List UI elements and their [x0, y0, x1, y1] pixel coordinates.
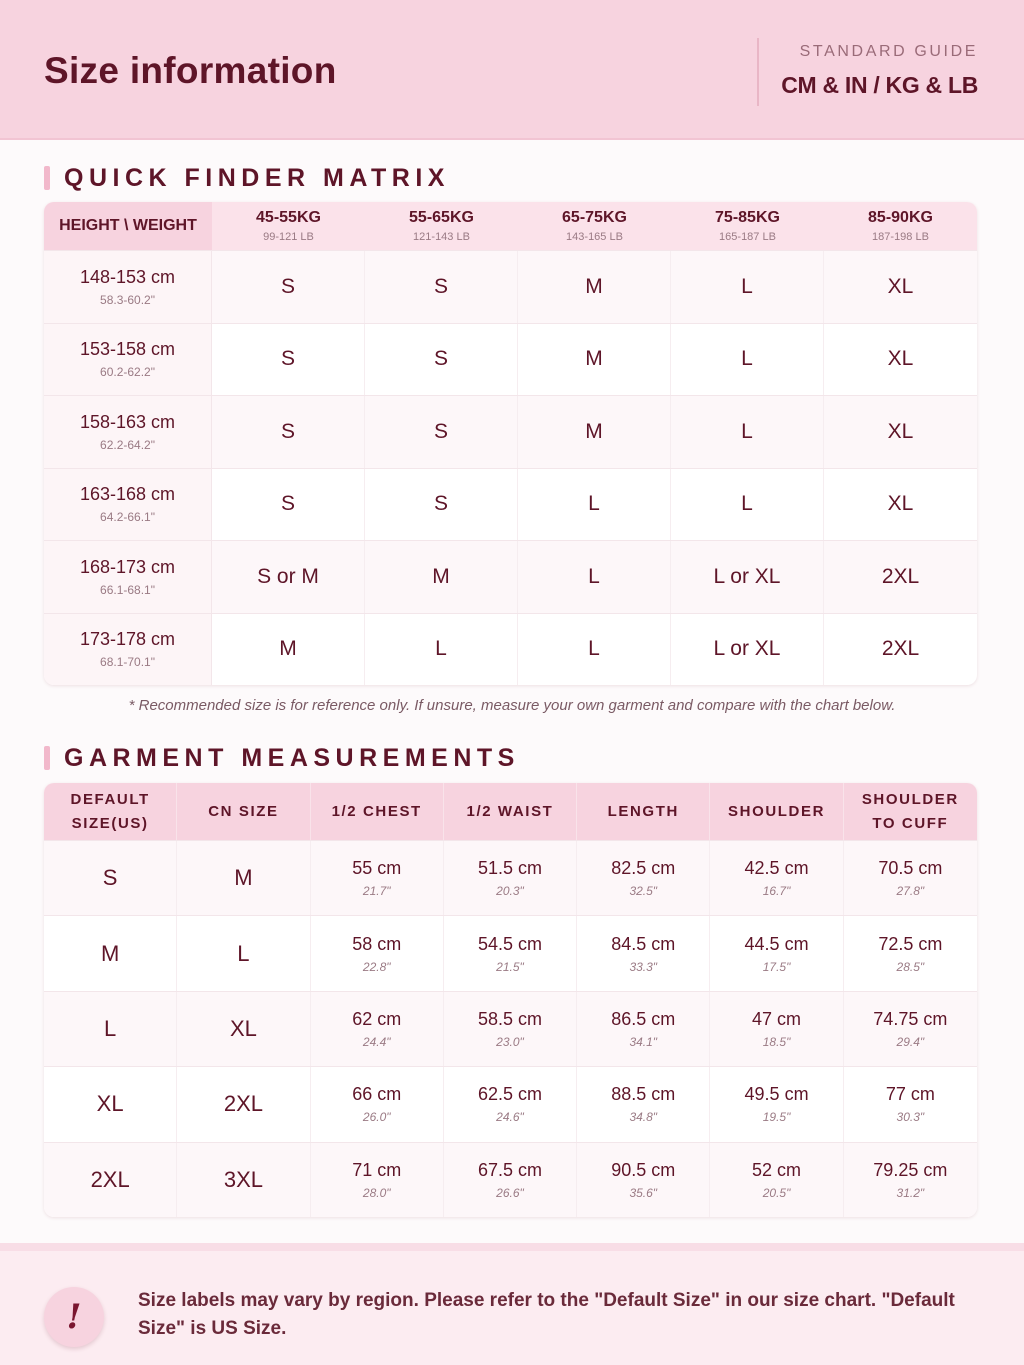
- exclamation-icon: !: [44, 1287, 104, 1347]
- measurement-cm: 49.5 cm: [744, 1084, 809, 1105]
- column-header: LENGTH: [577, 783, 710, 840]
- weight-column-header: [212, 202, 365, 250]
- measurement-cell: [577, 992, 710, 1066]
- measurement-in: 24.4": [362, 1034, 391, 1049]
- height-label: [44, 614, 212, 686]
- measurement-cm: 88.5 cm: [611, 1084, 676, 1105]
- measurement-in: 35.6": [629, 1185, 658, 1200]
- matrix-corner-label: HEIGHT \ WEIGHT: [44, 202, 212, 250]
- measurement-cm: 82.5 cm: [611, 858, 676, 879]
- weight-column-header: [518, 202, 671, 250]
- measurement-cell: [444, 916, 577, 990]
- reference-note: * Recommended size is for reference only. If unsure, measure your own garment and compare with the chart below.: [128, 697, 896, 714]
- size-cell: S: [212, 324, 365, 396]
- measurement-cm: 55 cm: [352, 858, 402, 879]
- measurement-cell: [311, 992, 444, 1066]
- measurement-cell: [577, 916, 710, 990]
- size-cell: M: [518, 251, 671, 323]
- weight-column-header: [671, 202, 824, 250]
- column-header: SHOULDER TO CUFF: [861, 790, 959, 832]
- cn-size-cell: [177, 1067, 310, 1141]
- measurement-in: 16.7": [762, 884, 791, 899]
- matrix-row: [44, 613, 977, 686]
- measurement-in: 28.0": [362, 1185, 391, 1200]
- weight-lb: 99-121 LB: [263, 231, 314, 243]
- size-cell: L or XL: [671, 541, 824, 613]
- garment-row: [44, 840, 977, 915]
- size-cell: XL: [887, 347, 914, 371]
- measurement-in: 28.5": [896, 959, 925, 974]
- size-cell: M: [518, 324, 671, 396]
- measurement-cm: 72.5 cm: [878, 933, 943, 954]
- cn-size: XL: [229, 1015, 257, 1041]
- header: [0, 0, 1024, 140]
- measurement-cm: 44.5 cm: [744, 933, 809, 954]
- garment-row: [44, 991, 977, 1066]
- garment-measurements-table: [44, 783, 977, 1217]
- measurement-in: 20.3": [496, 884, 524, 899]
- size-cell: L: [518, 614, 671, 686]
- height-cm: 153-158 cm: [79, 339, 176, 360]
- height-cm: 168-173 cm: [79, 556, 176, 577]
- measurement-cm: 74.75 cm: [873, 1008, 948, 1029]
- footer-notice: [0, 1243, 1024, 1365]
- matrix-body: [44, 250, 977, 685]
- measurement-in: 27.8": [896, 884, 925, 899]
- us-size: S: [102, 865, 118, 891]
- garment-row: [44, 1142, 977, 1217]
- height-in: 62.2-64.2": [100, 437, 155, 452]
- size-cell: S: [212, 396, 365, 468]
- garment-header-row: [44, 783, 977, 840]
- measurement-cm: 84.5 cm: [611, 933, 676, 954]
- section-accent-bar: [44, 166, 50, 190]
- cn-size-cell: [177, 916, 310, 990]
- size-cell: L: [671, 396, 824, 468]
- weight-lb: 187-198 LB: [872, 231, 929, 243]
- measurement-in: 26.6": [496, 1185, 524, 1200]
- cn-size-cell: [177, 841, 310, 915]
- height-cm: 148-153 cm: [79, 266, 176, 287]
- cn-size-cell: [177, 1143, 310, 1217]
- cn-size: L: [237, 940, 250, 966]
- size-cell: L: [671, 251, 824, 323]
- measurement-in: 18.5": [762, 1034, 791, 1049]
- page-title: Size information: [44, 50, 337, 91]
- measurement-cell: [444, 841, 577, 915]
- us-size-cell: [44, 1067, 177, 1141]
- measurement-cell: [444, 1067, 577, 1141]
- measurement-cell: [311, 841, 444, 915]
- measurement-cell: [710, 1143, 843, 1217]
- measurement-cell: [444, 992, 577, 1066]
- height-cm: 173-178 cm: [79, 629, 176, 650]
- measurement-cm: 62 cm: [352, 1008, 402, 1029]
- measurement-in: 22.8": [362, 959, 391, 974]
- weight-lb: 121-143 LB: [413, 231, 470, 243]
- measurement-cell: [844, 841, 977, 915]
- size-cell: 2XL: [881, 637, 920, 661]
- footer-notice-text: Size labels may vary by region. Please refer to the "Default Size" in our size chart. "Default Size" is US Size.: [138, 1290, 955, 1339]
- size-cell: S: [365, 396, 518, 468]
- measurement-cell: [577, 841, 710, 915]
- measurement-in: 33.3": [629, 959, 658, 974]
- height-label: [44, 251, 212, 323]
- weight-lb: 143-165 LB: [566, 231, 623, 243]
- us-size: XL: [96, 1091, 124, 1117]
- size-cell: M: [365, 541, 518, 613]
- measurement-cell: [844, 992, 977, 1066]
- measurement-in: 34.1": [629, 1034, 658, 1049]
- measurement-in: 34.8": [629, 1110, 658, 1125]
- measurement-cell: [710, 992, 843, 1066]
- measurement-cm: 54.5 cm: [477, 933, 542, 954]
- measurement-in: 20.5": [762, 1185, 791, 1200]
- size-cell: S: [365, 469, 518, 541]
- measurement-in: 19.5": [762, 1110, 791, 1125]
- weight-kg: 45-55KG: [256, 209, 321, 226]
- cn-size: 3XL: [223, 1166, 263, 1192]
- measurement-cm: 62.5 cm: [477, 1084, 542, 1105]
- weight-kg: 65-75KG: [562, 209, 627, 226]
- weight-kg: 75-85KG: [715, 209, 780, 226]
- measurement-cell: [444, 1143, 577, 1217]
- weight-lb: 165-187 LB: [719, 231, 776, 243]
- us-size-cell: [44, 916, 177, 990]
- us-size-cell: [44, 841, 177, 915]
- column-header: CN SIZE: [177, 783, 310, 840]
- measurement-in: 29.4": [896, 1034, 925, 1049]
- measurement-in: 21.7": [362, 884, 391, 899]
- size-cell: XL: [887, 419, 914, 443]
- measurement-cm: 71 cm: [352, 1159, 402, 1180]
- measurement-in: 30.3": [896, 1110, 925, 1125]
- measurement-cm: 66 cm: [352, 1084, 402, 1105]
- garment-body: [44, 840, 977, 1217]
- garment-row: [44, 915, 977, 990]
- size-cell: L: [671, 324, 824, 396]
- weight-kg: 85-90KG: [868, 209, 933, 226]
- measurement-cell: [710, 1067, 843, 1141]
- size-cell: XL: [887, 492, 914, 516]
- measurement-in: 24.6": [496, 1110, 524, 1125]
- size-cell: S: [365, 324, 518, 396]
- size-cell: L or XL: [671, 614, 824, 686]
- height-label: [44, 396, 212, 468]
- matrix-row: [44, 540, 977, 613]
- cn-size: 2XL: [223, 1091, 263, 1117]
- measurement-in: 21.5": [496, 959, 524, 974]
- us-size: 2XL: [90, 1166, 130, 1192]
- size-cell: M: [212, 614, 365, 686]
- size-cell: S or M: [212, 541, 365, 613]
- section-accent-bar: [44, 746, 50, 770]
- measurement-cell: [844, 916, 977, 990]
- weight-kg: 55-65KG: [409, 209, 474, 226]
- measurement-cm: 42.5 cm: [744, 858, 809, 879]
- column-header: 1/2 CHEST: [311, 783, 444, 840]
- size-cell: 2XL: [881, 564, 920, 588]
- measurement-in: 31.2": [896, 1185, 925, 1200]
- matrix-header-row: [44, 202, 977, 250]
- measurement-in: 26.0": [362, 1110, 391, 1125]
- matrix-row: [44, 323, 977, 396]
- quick-finder-matrix: [44, 202, 977, 685]
- measurement-cm: 67.5 cm: [477, 1159, 542, 1180]
- measurement-in: 32.5": [629, 884, 658, 899]
- measurement-cm: 70.5 cm: [878, 858, 943, 879]
- size-cell: L: [518, 541, 671, 613]
- measurement-cell: [311, 916, 444, 990]
- size-cell: M: [518, 396, 671, 468]
- us-size-cell: [44, 992, 177, 1066]
- size-cell: L: [518, 469, 671, 541]
- height-label: [44, 324, 212, 396]
- measurement-in: 17.5": [762, 959, 791, 974]
- column-header: DEFAULT SIZE(US): [44, 783, 177, 840]
- height-cm: 163-168 cm: [79, 484, 176, 505]
- units-label: CM & IN / KG & LB: [781, 72, 978, 98]
- quick-finder-heading-text: QUICK FINDER MATRIX: [64, 163, 450, 192]
- measurement-cell: [311, 1143, 444, 1217]
- us-size-cell: [44, 1143, 177, 1217]
- column-header: 1/2 WAIST: [444, 783, 577, 840]
- measurement-cm: 58 cm: [352, 933, 402, 954]
- garment-heading-text: GARMENT MEASUREMENTS: [64, 743, 520, 772]
- us-size: M: [100, 940, 120, 966]
- cn-size-cell: [177, 992, 310, 1066]
- size-cell: S: [365, 251, 518, 323]
- measurement-cell: [577, 1143, 710, 1217]
- measurement-cm: 52 cm: [752, 1159, 802, 1180]
- height-cm: 158-163 cm: [79, 411, 176, 432]
- header-divider: [757, 38, 759, 106]
- measurement-cell: [844, 1067, 977, 1141]
- us-size: L: [104, 1015, 117, 1041]
- size-cell: L: [671, 469, 824, 541]
- garment-heading: [44, 745, 520, 771]
- measurement-cm: 90.5 cm: [611, 1159, 676, 1180]
- weight-column-header: [824, 202, 977, 250]
- column-header: SHOULDER: [710, 783, 843, 840]
- measurement-cm: 86.5 cm: [611, 1008, 676, 1029]
- height-in: 66.1-68.1": [100, 582, 155, 597]
- size-cell: L: [365, 614, 518, 686]
- size-cell: S: [212, 251, 365, 323]
- measurement-in: 23.0": [496, 1034, 524, 1049]
- measurement-cm: 58.5 cm: [477, 1008, 542, 1029]
- height-in: 58.3-60.2": [100, 292, 155, 307]
- garment-row: [44, 1066, 977, 1141]
- measurement-cm: 47 cm: [752, 1008, 802, 1029]
- cn-size: M: [234, 865, 253, 891]
- measurement-cm: 77 cm: [885, 1084, 935, 1105]
- measurement-cell: [577, 1067, 710, 1141]
- standard-guide-label: STANDARD GUIDE: [799, 43, 978, 60]
- measurement-cell: [710, 841, 843, 915]
- weight-column-header: [365, 202, 518, 250]
- measurement-cm: 79.25 cm: [873, 1159, 948, 1180]
- height-in: 60.2-62.2": [100, 365, 155, 380]
- matrix-row: [44, 250, 977, 323]
- height-label: [44, 469, 212, 541]
- measurement-cell: [844, 1143, 977, 1217]
- size-cell: XL: [887, 274, 914, 298]
- quick-finder-heading: [44, 165, 450, 191]
- size-cell: S: [212, 469, 365, 541]
- measurement-cell: [311, 1067, 444, 1141]
- measurement-cell: [710, 916, 843, 990]
- height-in: 68.1-70.1": [100, 655, 155, 670]
- measurement-cm: 51.5 cm: [477, 858, 542, 879]
- matrix-row: [44, 395, 977, 468]
- height-label: [44, 541, 212, 613]
- height-in: 64.2-66.1": [100, 510, 155, 525]
- matrix-row: [44, 468, 977, 541]
